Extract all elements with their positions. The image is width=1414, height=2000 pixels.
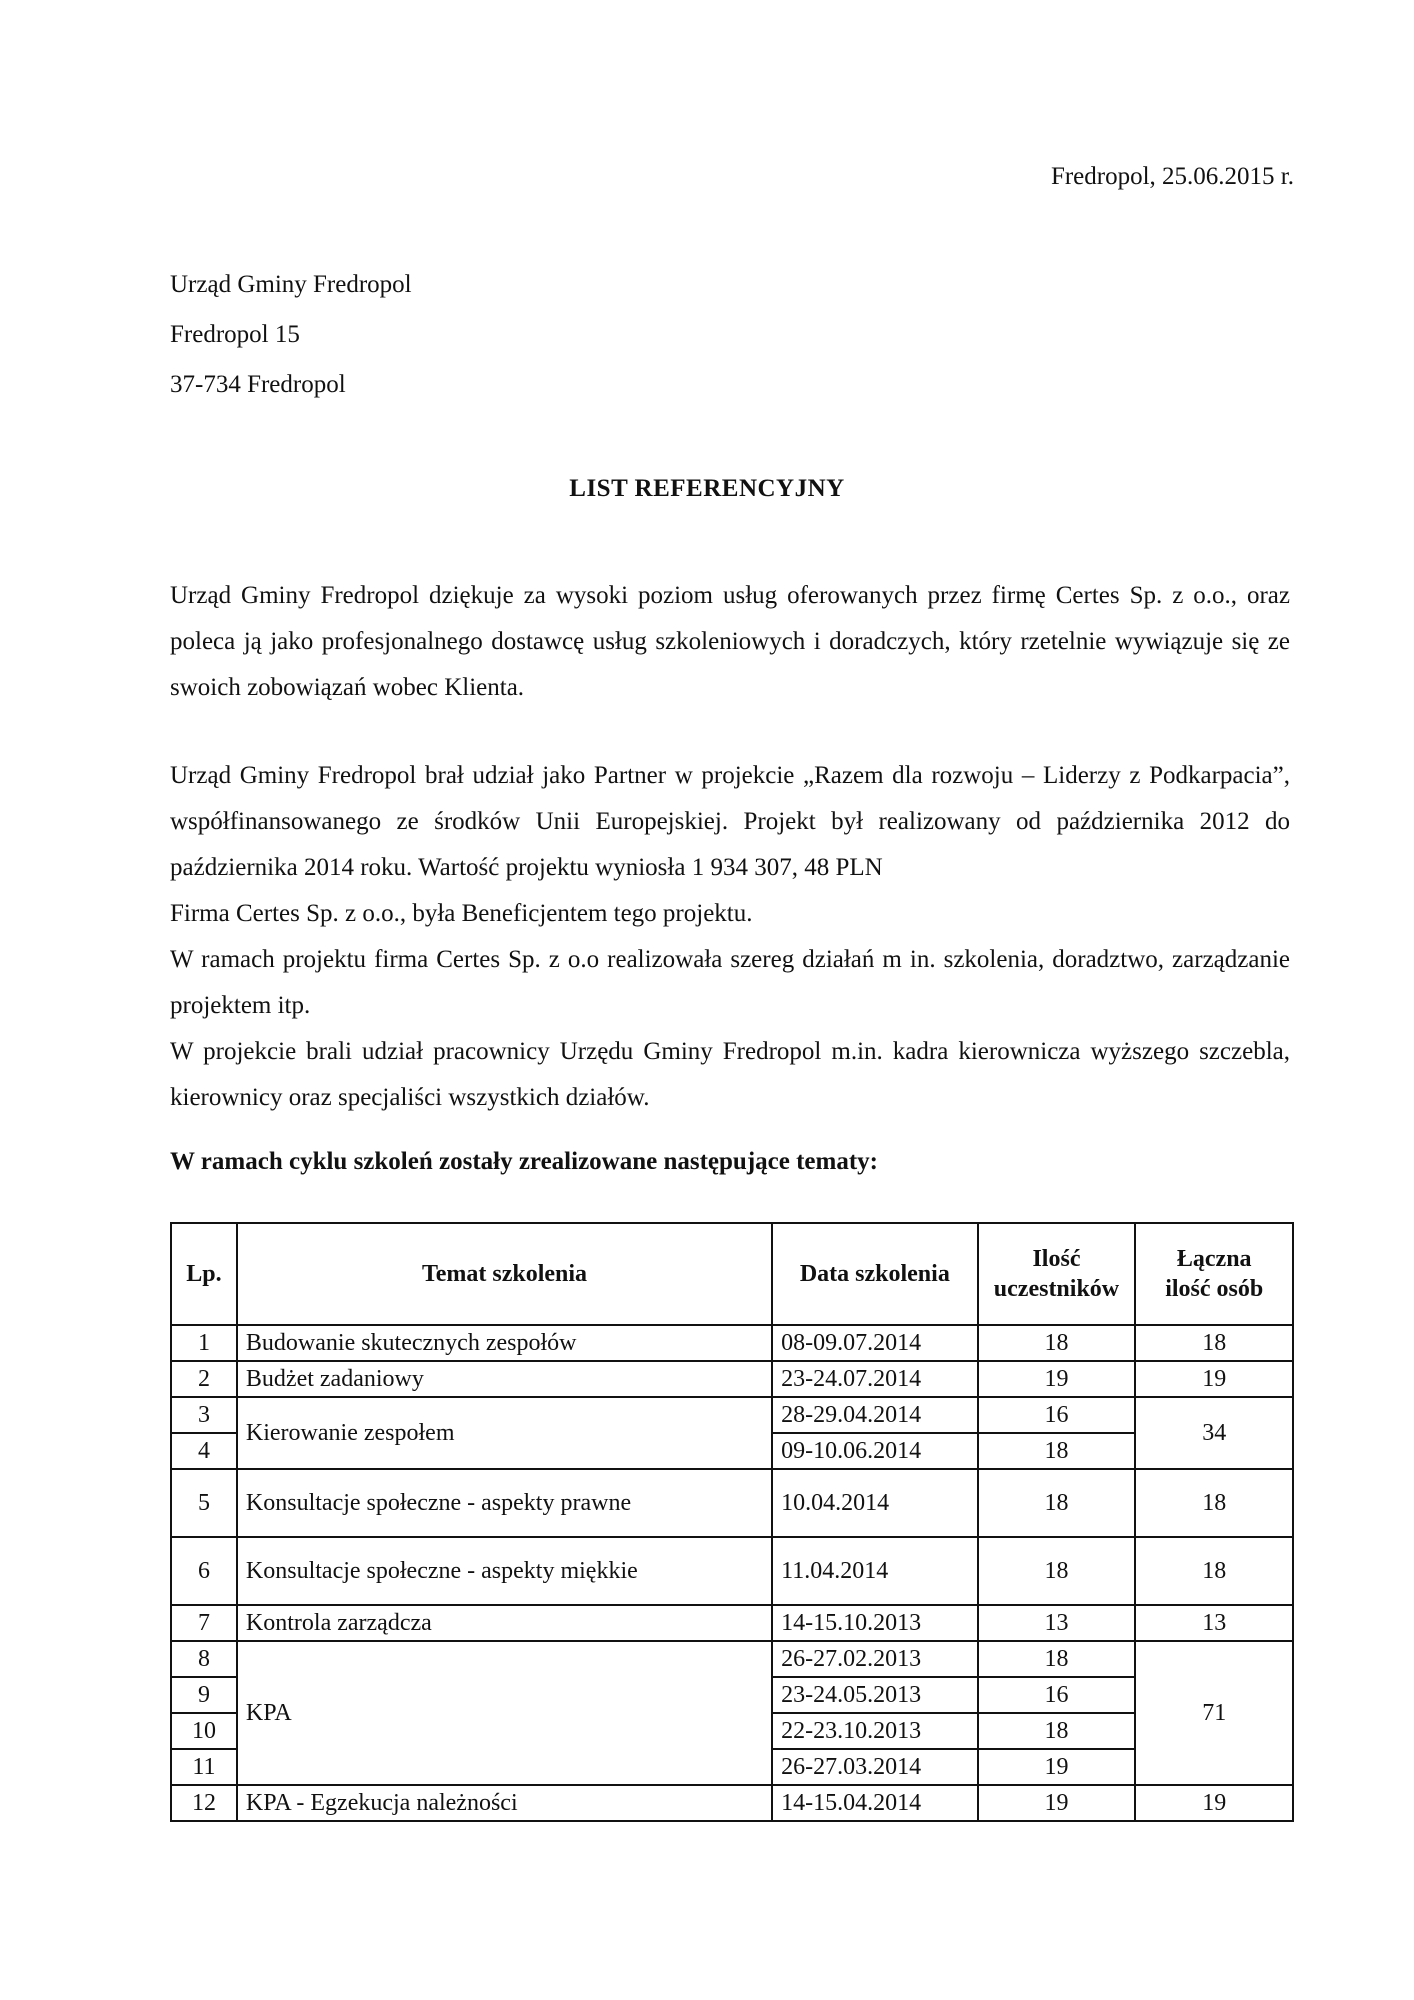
intro-paragraph: Urząd Gminy Fredropol dziękuje za wysoki poziom usług oferowanych przez firmę Certes Sp. z o.o., oraz poleca ją jako profesjonalnego dostawcę usług szkoleniowych i doradczych, który rzetelnie wywiązuje się ze swoich zobowiązań wobec Klienta. — [170, 582, 1290, 701]
header-participants-line-2: uczestników — [993, 1276, 1120, 1302]
topics-heading: W ramach cyklu szkoleń zostały zrealizowane następujące tematy: — [170, 1148, 878, 1175]
header-participants-line-1: Ilość — [1032, 1246, 1081, 1272]
table-row — [171, 1469, 1293, 1537]
row-lp: 6 — [171, 1537, 237, 1605]
header-participants — [978, 1223, 1136, 1325]
recipient-line-3: 37-734 Fredropol — [170, 371, 346, 398]
document-date: Fredropol, 25.06.2015 r. — [1050, 163, 1294, 190]
header-total-line-2: ilość osób — [1165, 1276, 1264, 1302]
row-lp: 1 — [171, 1325, 237, 1361]
row-participants: 19 — [978, 1749, 1136, 1785]
row-date: 11.04.2014 — [772, 1537, 977, 1605]
row-participants: 16 — [978, 1397, 1136, 1433]
header-total — [1135, 1223, 1293, 1325]
row-topic: KPA - Egzekucja należności — [237, 1785, 772, 1821]
row-participants: 18 — [978, 1537, 1136, 1605]
row-lp: 4 — [171, 1433, 237, 1469]
row-topic: Kontrola zarządcza — [237, 1605, 772, 1641]
row-date: 26-27.03.2014 — [772, 1749, 977, 1785]
row-lp: 12 — [171, 1785, 237, 1821]
recipient-line-2: Fredropol 15 — [170, 321, 300, 348]
row-total: 19 — [1135, 1785, 1293, 1821]
row-date: 10.04.2014 — [772, 1469, 977, 1537]
row-date: 14-15.04.2014 — [772, 1785, 977, 1821]
row-total: 34 — [1135, 1397, 1293, 1469]
row-date: 23-24.07.2014 — [772, 1361, 977, 1397]
row-lp: 3 — [171, 1397, 237, 1433]
row-topic: KPA — [237, 1641, 772, 1785]
table-header-row — [171, 1223, 1293, 1325]
row-total: 18 — [1135, 1469, 1293, 1537]
recipient-address — [170, 260, 412, 410]
header-lp: Lp. — [171, 1223, 237, 1325]
row-total: 71 — [1135, 1641, 1293, 1785]
row-participants: 19 — [978, 1785, 1136, 1821]
row-participants: 18 — [978, 1433, 1136, 1469]
training-table — [170, 1222, 1294, 1822]
row-lp: 10 — [171, 1713, 237, 1749]
header-total-line-1: Łączna — [1176, 1246, 1252, 1272]
row-topic: Budżet zadaniowy — [237, 1361, 772, 1397]
row-participants: 16 — [978, 1677, 1136, 1713]
row-total: 18 — [1135, 1325, 1293, 1361]
row-date: 08-09.07.2014 — [772, 1325, 977, 1361]
row-date: 26-27.02.2013 — [772, 1641, 977, 1677]
row-date: 22-23.10.2013 — [772, 1713, 977, 1749]
row-date: 28-29.04.2014 — [772, 1397, 977, 1433]
row-date: 23-24.05.2013 — [772, 1677, 977, 1713]
row-lp: 7 — [171, 1605, 237, 1641]
row-participants: 18 — [978, 1325, 1136, 1361]
recipient-line-1: Urząd Gminy Fredropol — [170, 271, 412, 298]
row-lp: 8 — [171, 1641, 237, 1677]
table-row — [171, 1361, 1293, 1397]
project-paragraph — [170, 753, 1290, 1121]
header-date: Data szkolenia — [772, 1223, 977, 1325]
table-row — [171, 1605, 1293, 1641]
header-topic: Temat szkolenia — [237, 1223, 772, 1325]
row-total: 18 — [1135, 1537, 1293, 1605]
table-row — [171, 1641, 1293, 1677]
row-participants: 18 — [978, 1469, 1136, 1537]
table-row — [171, 1537, 1293, 1605]
row-topic: Budowanie skutecznych zespołów — [237, 1325, 772, 1361]
project-paragraph-line-2: Firma Certes Sp. z o.o., była Beneficjentem tego projektu. — [170, 900, 753, 927]
row-lp: 9 — [171, 1677, 237, 1713]
row-participants: 13 — [978, 1605, 1136, 1641]
row-date: 14-15.10.2013 — [772, 1605, 977, 1641]
row-date: 09-10.06.2014 — [772, 1433, 977, 1469]
project-paragraph-line-4: W projekcie brali udział pracownicy Urzędu Gminy Fredropol m.in. kadra kierownicza wyższego szczebla, kierownicy oraz specjaliści wszystkich działów. — [170, 1038, 1290, 1111]
row-total: 19 — [1135, 1361, 1293, 1397]
row-topic: Kierowanie zespołem — [237, 1397, 772, 1469]
row-total: 13 — [1135, 1605, 1293, 1641]
row-participants: 18 — [978, 1713, 1136, 1749]
row-topic: Konsultacje społeczne - aspekty miękkie — [237, 1537, 772, 1605]
project-paragraph-line-3: W ramach projektu firma Certes Sp. z o.o realizowała szereg działań m in. szkolenia, doradztwo, zarządzanie projektem itp. — [170, 946, 1290, 1019]
row-lp: 2 — [171, 1361, 237, 1397]
row-topic: Konsultacje społeczne - aspekty prawne — [237, 1469, 772, 1537]
row-participants: 19 — [978, 1361, 1136, 1397]
row-lp: 11 — [171, 1749, 237, 1785]
table-row — [171, 1397, 1293, 1433]
project-paragraph-line-1: Urząd Gminy Fredropol brał udział jako Partner w projekcie „Razem dla rozwoju – Liderzy z Podkarpacia”, współfinansowanego ze środków Unii Europejskiej. Projekt był realizowany od października 2012 do października 2014 roku. Wartość projektu wyniosła 1 934 307, 48 PLN — [170, 762, 1290, 881]
table-row — [171, 1785, 1293, 1821]
document-title: LIST REFERENCYJNY — [569, 475, 845, 502]
row-lp: 5 — [171, 1469, 237, 1537]
row-participants: 18 — [978, 1641, 1136, 1677]
table-row — [171, 1325, 1293, 1361]
